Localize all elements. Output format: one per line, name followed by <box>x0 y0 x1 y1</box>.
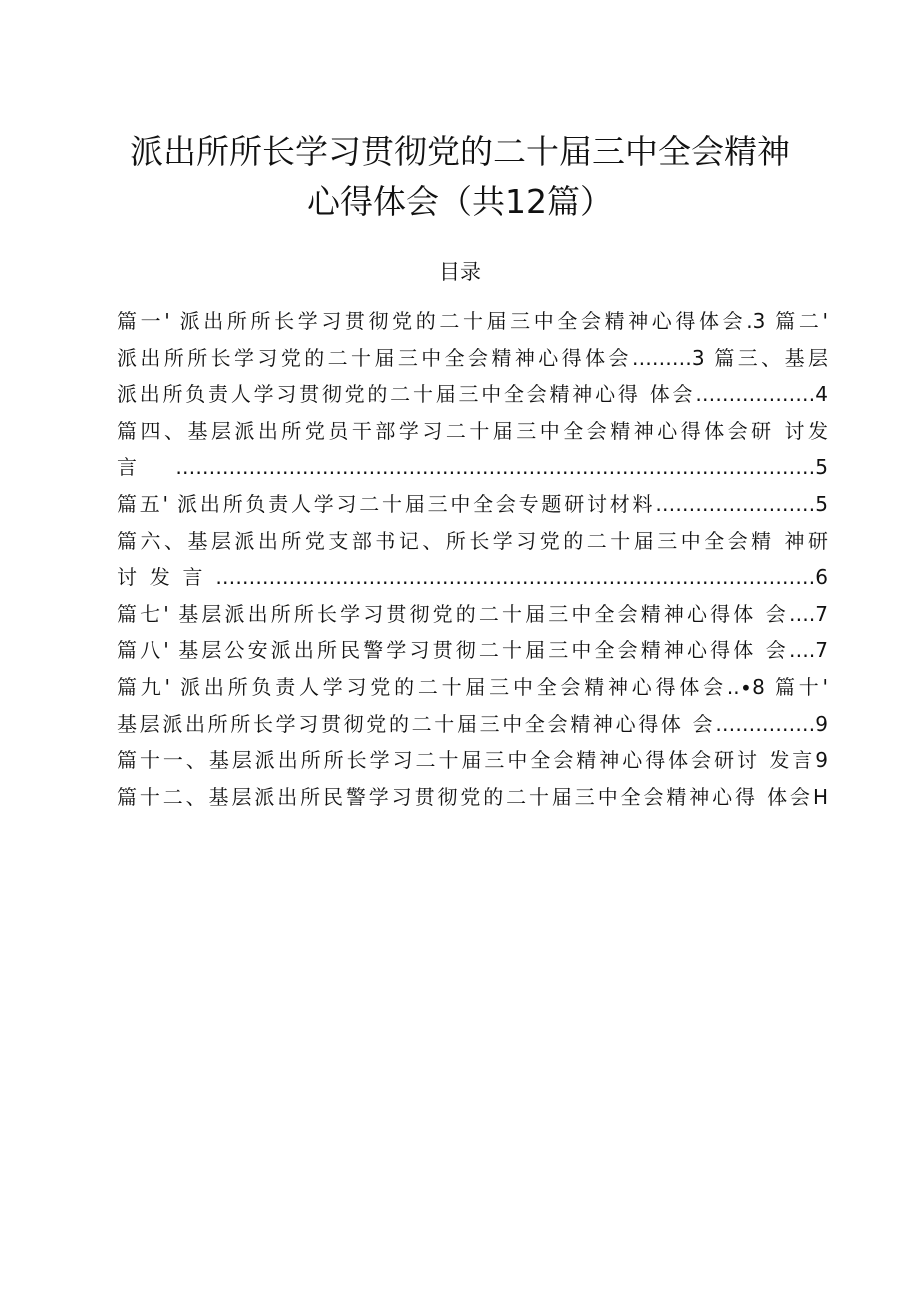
toc-line: 派出所负责人学习贯彻党的二十届三中全会精神心得 体会………………4 <box>117 382 828 407</box>
toc-line: 篇十二、基层派出所民警学习贯彻党的二十届三中全会精神心得 体会H <box>117 784 828 809</box>
toc-line: 基层派出所所长学习贯彻党的二十届三中全会精神心得体 会……………9 <box>117 711 828 736</box>
toc-line: 篇四、基层派出所党员干部学习二十届三中全会精神心得体会研 讨发 <box>117 418 828 443</box>
toc-line: 篇一' 派出所所长学习贯彻党的二十届三中全会精神心得体会.3 篇二' <box>117 309 828 333</box>
toc-line: 篇六、基层派出所党支部书记、所长学习党的二十届三中全会精 神研 <box>117 528 828 553</box>
toc-line: 派出所所长学习党的二十届三中全会精神心得体会………3 篇三、基层 <box>117 345 828 370</box>
toc-line: 篇五' 派出所负责人学习二十届三中全会专题研讨材料……………………5 <box>117 491 828 516</box>
document-title-line-1: 派出所所长学习贯彻党的二十届三中全会精神 <box>130 132 790 171</box>
toc-heading: 目录 <box>439 260 481 284</box>
toc-line: 篇九' 派出所负责人学习党的二十届三中全会精神心得体会..∙8 篇十' <box>117 674 828 699</box>
toc-line: 篇七' 基层派出所所长学习贯彻党的二十届三中全会精神心得体 会….7 <box>117 601 828 626</box>
toc-line: 言……………………………………………………………………………………5 <box>117 455 828 480</box>
document-title-line-2: 心得体会（共12篇） <box>307 182 613 221</box>
table-of-contents <box>117 303 828 815</box>
toc-line: 篇八' 基层公安派出所民警学习贯彻二十届三中全会精神心得体 会….7 <box>117 638 828 663</box>
toc-line: 篇十一、基层派出所所长学习二十届三中全会精神心得体会研讨 发言9 <box>117 748 828 773</box>
toc-line: 讨发言………………………………………………………………………………6 <box>117 565 828 590</box>
